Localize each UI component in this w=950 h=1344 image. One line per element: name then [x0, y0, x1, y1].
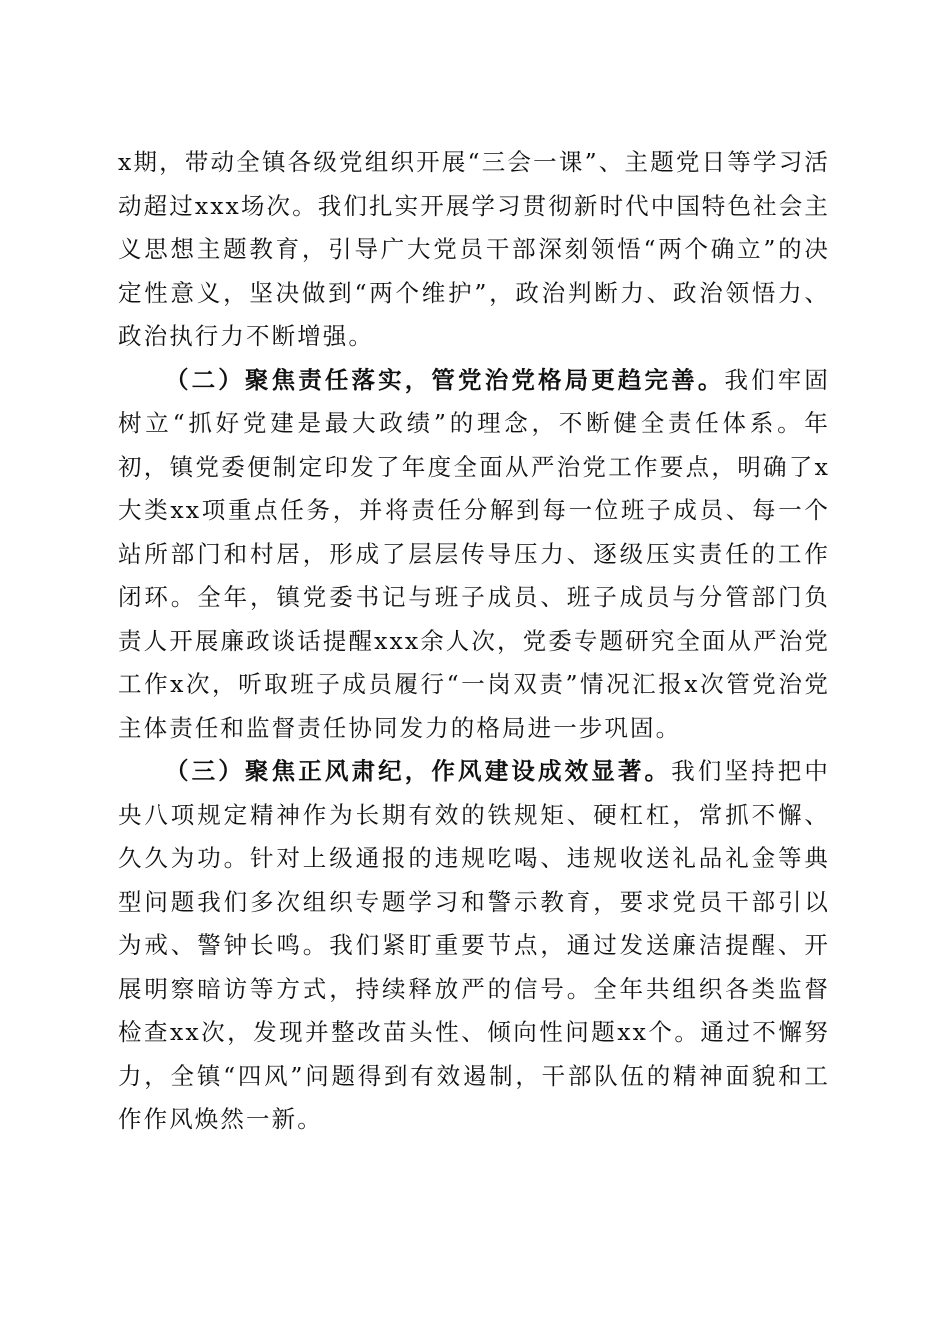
paragraph-discipline [118, 750, 830, 1142]
section-heading: （二）聚焦责任落实，管党治党格局更趋完善。 [165, 365, 725, 394]
paragraph-text: 我们牢固树立“抓好党建是最大政绩”的理念，不断健全责任体系。年初，镇党委便制定印发了年度全面从严治党工作要点，明确了x大类xx项重点任务，并将责任分解到每一位班子成员、每一个站所部门和村居，形成了层层传导压力、逐级压实责任的工作闭环。全年，镇党委书记与班子成员、班子成员与分管部门负责人开展廉政谈话提醒xxx余人次，党委专题研究全面从严治党工作x次，听取班子成员履行“一岗双责”情况汇报x次管党治党主体责任和监督责任协同发力的格局进一步巩固。 [118, 365, 830, 742]
paragraph-text: x期，带动全镇各级党组织开展“三会一课”、主题党日等学习活动超过xxx场次。我们扎实开展学习贯彻新时代中国特色社会主义思想主题教育，引导广大党员干部深刻领悟“两个确立”的决定性意义，坚决做到“两个维护”，政治判断力、政治领悟力、政治执行力不断增强。 [118, 148, 830, 350]
paragraph-text: 我们坚持把中央八项规定精神作为长期有效的铁规矩、硬杠杠，常抓不懈、久久为功。针对上级通报的违规吃喝、违规收送礼品礼金等典型问题我们多次组织专题学习和警示教育，要求党员干部引以为戒、警钟长鸣。我们紧盯重要节点，通过发送廉洁提醒、开展明察暗访等方式，持续释放严的信号。全年共组织各类监督检查xx次，发现并整改苗头性、倾向性问题xx个。通过不懈努力，全镇“四风”问题得到有效遏制，干部队伍的精神面貌和工作作风焕然一新。 [118, 757, 830, 1133]
paragraph-continuation [118, 141, 830, 359]
paragraph-responsibility [118, 359, 830, 751]
section-heading: （三）聚焦正风肃纪，作风建设成效显著。 [165, 757, 672, 785]
document-body [118, 141, 830, 1142]
